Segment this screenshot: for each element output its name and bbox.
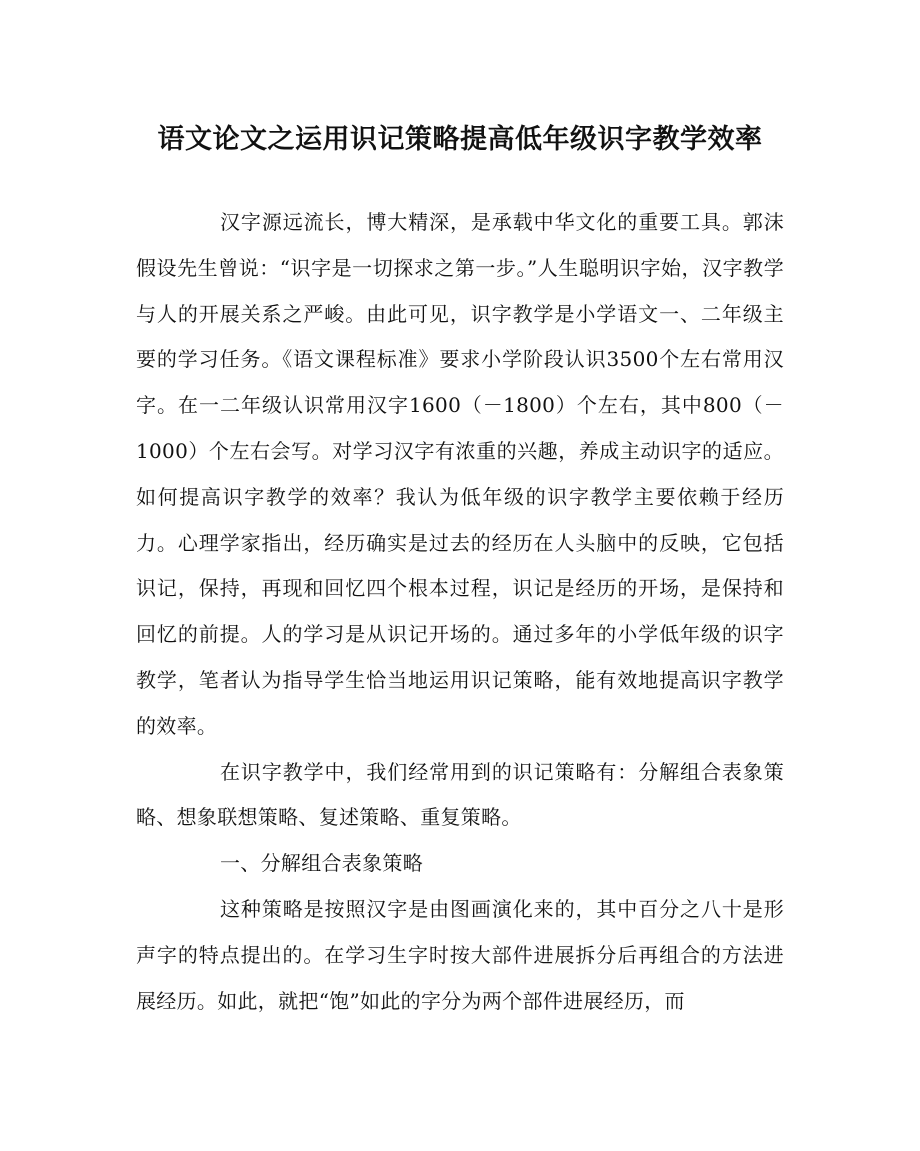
section-heading: 一、分解组合表象策略 [220,851,423,876]
paragraph: 这种策略是按照汉字是由图画演化来的，其中百分之八十是形声字的特点提出的。在学习生字时按大部件进展拆分后再组合的方法进展经历。如此，就把“饱”如此的字分为两个部件进展经历，而 [136,896,784,1013]
paragraph: 在识字教学中，我们经常用到的识记策略有：分解组合表象策略、想象联想策略、复述策略、重复策略。 [136,759,784,830]
paragraph: 汉字源远流长，博大精深，是承载中华文化的重要工具。郭沫假设先生曾说：“识字是一切探求之第一步。”人生聪明识字始，汉字教学与人的开展关系之严峻。由此可见，识字教学是小学语文一、二年级主要的学习任务。《语文课程标准》要求小学阶段认识3500个左右常用汉字。在一二年级认识常用汉字1600（－1800）个左右，其中800（－1000）个左右会写。对学习汉字有浓重的兴趣，养成主动识字的适应。如何提高识字教学的效率？我认为低年级的识字教学主要依赖于经历力。心理学家指出，经历确实是过去的经历在人头脑中的反映，它包括识记，保持，再现和回忆四个根本过程，识记是经历的开场，是保持和回忆的前提。人的学习是从识记开场的。通过多年的小学低年级的识字教学，笔者认为指导学生恰当地运用识记策略，能有效地提高识字教学的效率。 [136,210,784,738]
document-body [136,200,784,1024]
document-title: 语文论文之运用识记策略提高低年级识字教学效率 [157,124,763,155]
